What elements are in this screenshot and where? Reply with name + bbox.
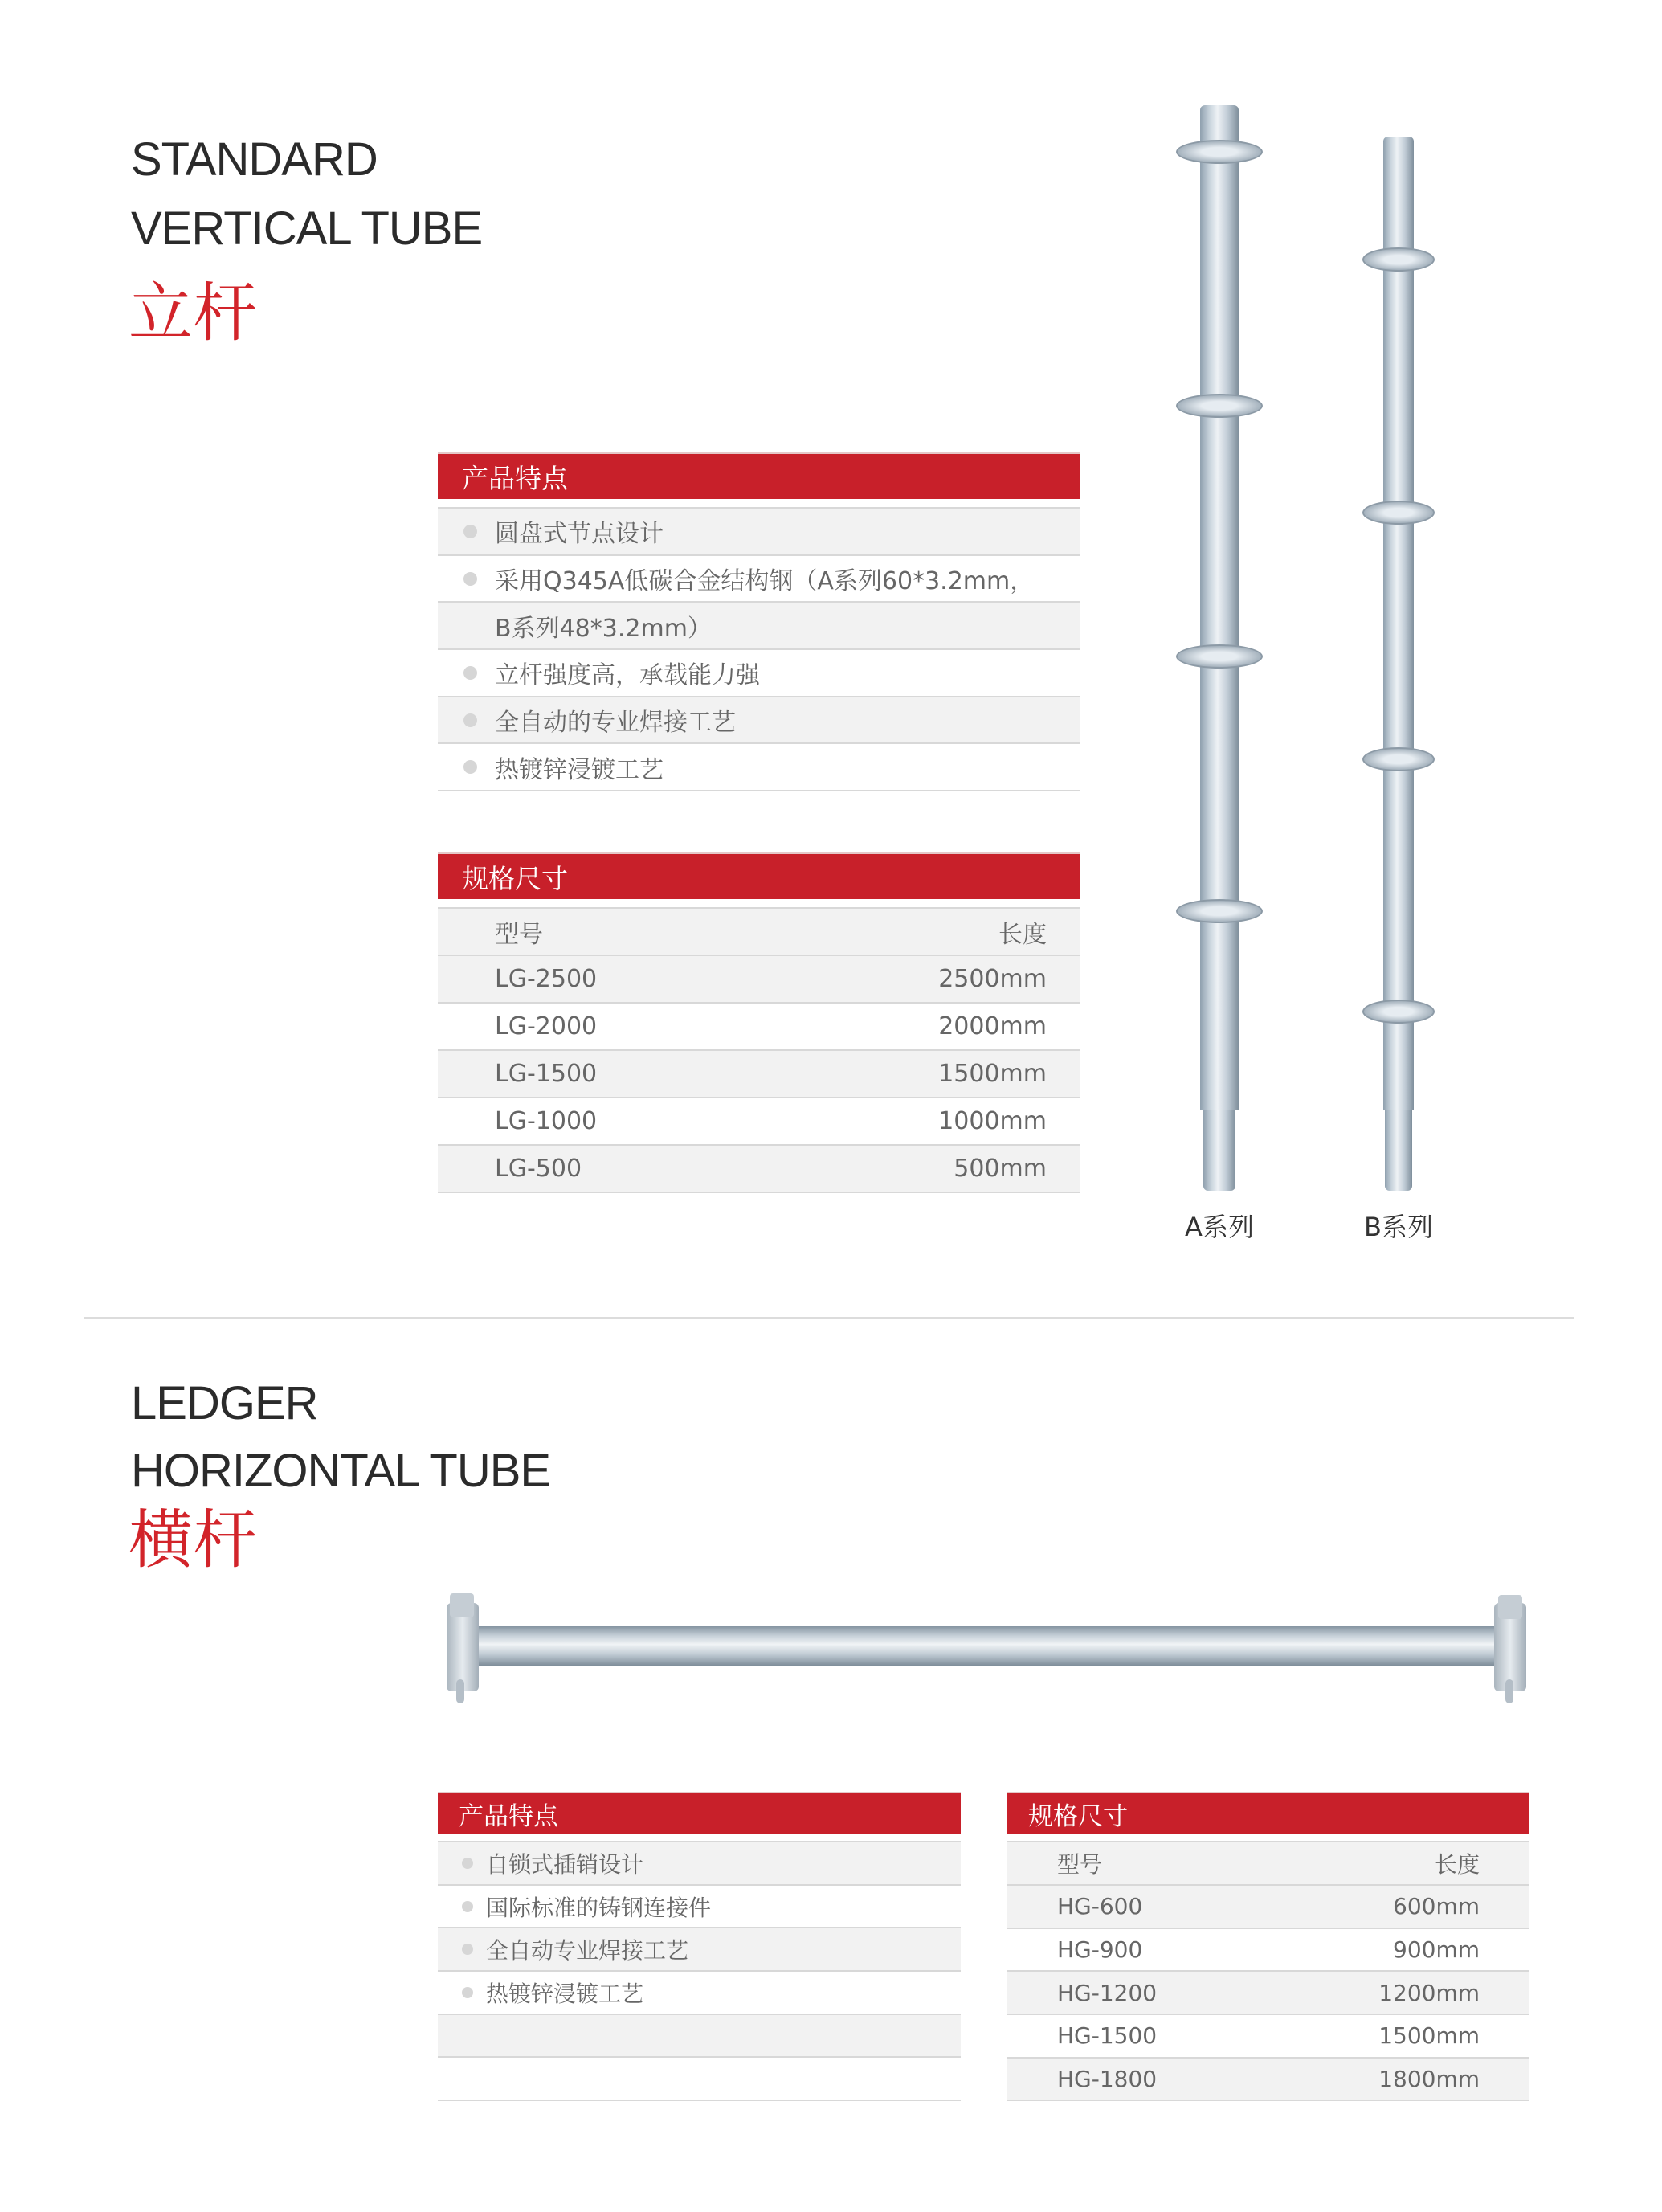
section-title-cn: 立杆 — [129, 276, 257, 350]
section-title-cn: 横杆 — [129, 1503, 257, 1577]
length-cell: 500mm — [954, 1155, 1047, 1183]
length-cell: 1800mm — [1378, 2066, 1480, 2093]
table-row — [438, 1004, 1080, 1051]
model-cell: HG-900 — [1057, 1936, 1143, 1964]
bullet-icon — [462, 1901, 473, 1912]
table-row — [1007, 1929, 1529, 1973]
feature-item: 采用Q345A低碳合金结构钢（A系列60*3.2mm， — [438, 556, 1080, 603]
bullet-icon — [462, 1987, 473, 1998]
specs-header: 规格尺寸 — [1007, 1792, 1529, 1834]
col-model: 型号 — [495, 920, 543, 949]
col-length: 长度 — [998, 920, 1047, 949]
features-table — [438, 452, 1080, 791]
length-cell: 1200mm — [1378, 1979, 1480, 2006]
table-row — [1007, 2015, 1529, 2059]
model-cell: HG-1500 — [1057, 2022, 1158, 2050]
empty-row — [438, 2058, 961, 2101]
bullet-icon — [463, 713, 477, 727]
label-a-series: A系列 — [1185, 1212, 1254, 1242]
table-row — [438, 956, 1080, 1004]
feature-item: 全自动的专业焊接工艺 — [438, 697, 1080, 745]
table-row — [1007, 1972, 1529, 2015]
bullet-icon — [463, 572, 477, 586]
table-row — [438, 1051, 1080, 1098]
length-cell: 1000mm — [938, 1107, 1047, 1135]
length-cell: 2500mm — [938, 965, 1047, 993]
feature-item: 自锁式插销设计 — [438, 1842, 961, 1886]
model-cell: LG-2500 — [495, 965, 598, 993]
feature-item: B系列48*3.2mm） — [438, 603, 1080, 650]
feature-item: 国际标准的铸钢连接件 — [438, 1886, 961, 1929]
ledger-features-table — [438, 1792, 961, 2101]
specs-header: 规格尺寸 — [438, 852, 1080, 899]
empty-row — [438, 2015, 961, 2059]
ledger-specs-table — [1007, 1792, 1529, 2101]
table-row — [438, 1146, 1080, 1193]
feature-item: 热镀锌浸镀工艺 — [438, 1972, 961, 2015]
feature-item: 立杆强度高，承载能力强 — [438, 650, 1080, 697]
specs-header-row — [1007, 1842, 1529, 1886]
specs-header-row — [438, 909, 1080, 956]
model-cell: LG-500 — [495, 1155, 582, 1183]
bullet-icon — [463, 525, 477, 538]
col-model: 型号 — [1057, 1851, 1103, 1878]
model-cell: LG-1000 — [495, 1107, 598, 1135]
table-row — [1007, 1886, 1529, 1929]
table-row — [1007, 2059, 1529, 2102]
length-cell: 600mm — [1393, 1893, 1480, 1920]
length-cell: 2000mm — [938, 1012, 1047, 1041]
section-subtitle-en: HORIZONTAL TUBE — [131, 1445, 551, 1497]
bullet-icon — [463, 760, 477, 774]
model-cell: LG-2000 — [495, 1012, 598, 1041]
feature-item: 热镀锌浸镀工艺 — [438, 744, 1080, 791]
col-length: 长度 — [1434, 1851, 1480, 1878]
specs-table — [438, 852, 1080, 1193]
model-cell: HG-600 — [1057, 1893, 1143, 1920]
bullet-icon — [462, 1944, 473, 1955]
bullet-icon — [462, 1858, 473, 1869]
length-cell: 1500mm — [938, 1060, 1047, 1088]
section-title-en: LEDGER — [131, 1377, 318, 1429]
section-title-en: STANDARD — [131, 133, 378, 186]
length-cell: 900mm — [1393, 1936, 1480, 1964]
model-cell: LG-1500 — [495, 1060, 598, 1088]
model-cell: HG-1800 — [1057, 2066, 1158, 2093]
bullet-icon — [463, 666, 477, 680]
length-cell: 1500mm — [1378, 2022, 1480, 2050]
table-row — [438, 1098, 1080, 1146]
features-header: 产品特点 — [438, 1792, 961, 1834]
feature-item: 圆盘式节点设计 — [438, 509, 1080, 556]
section-divider — [84, 1317, 1574, 1319]
section-subtitle-en: VERTICAL TUBE — [131, 202, 483, 255]
label-b-series: B系列 — [1364, 1212, 1433, 1242]
feature-item: 全自动专业焊接工艺 — [438, 1928, 961, 1972]
features-header: 产品特点 — [438, 452, 1080, 499]
model-cell: HG-1200 — [1057, 1979, 1158, 2006]
